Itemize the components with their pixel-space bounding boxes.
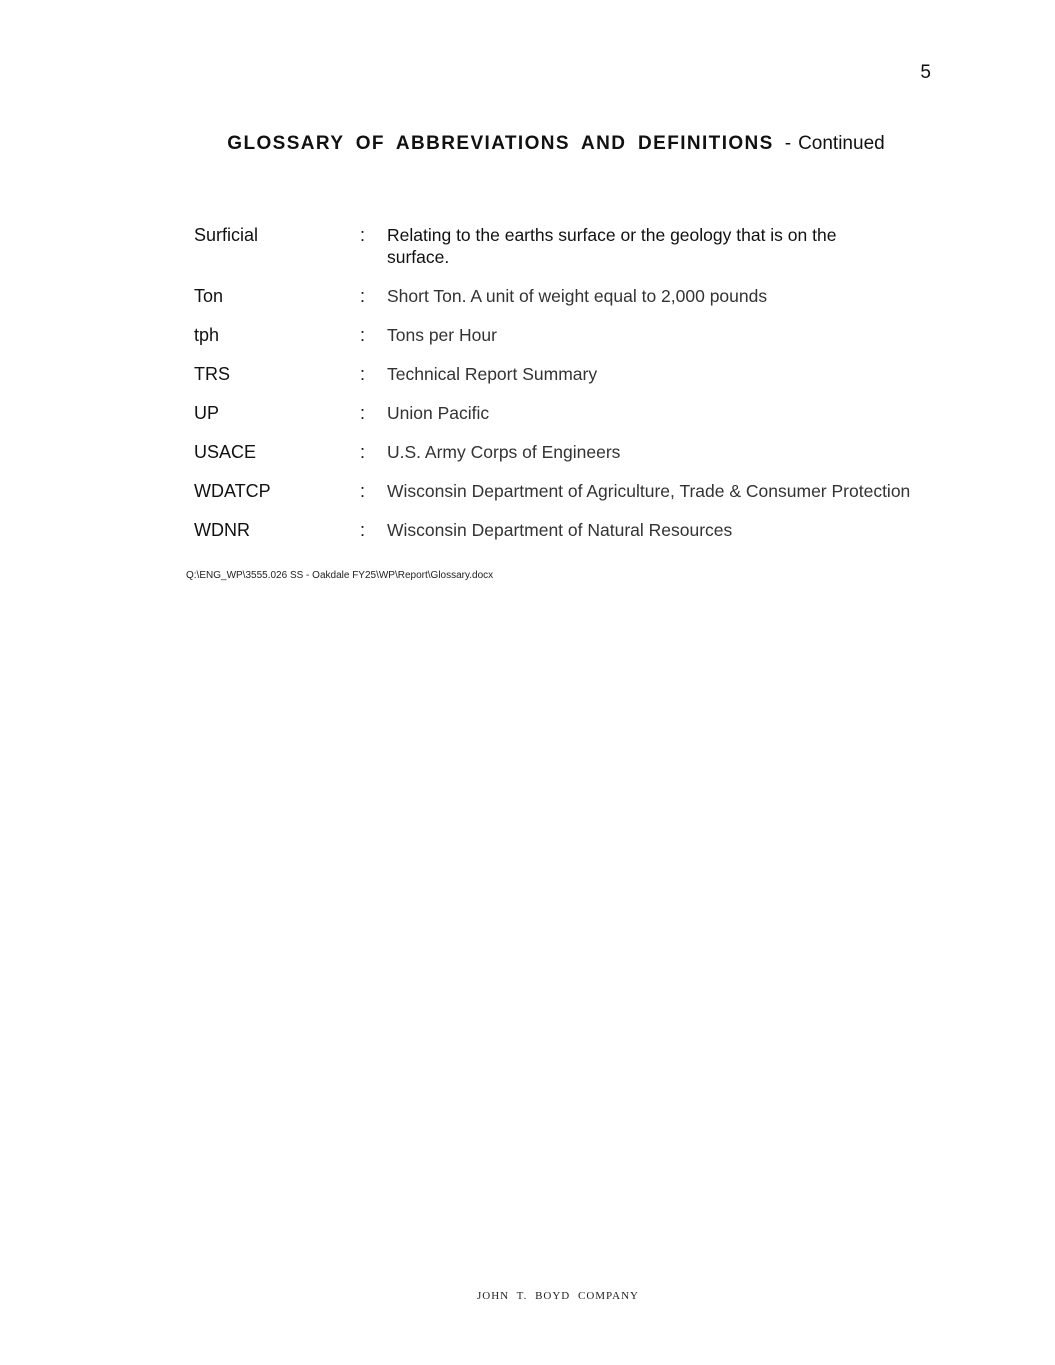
- footer-company-name: JOHN T. BOYD COMPANY: [477, 1290, 639, 1302]
- glossary-colon: :: [360, 520, 366, 540]
- glossary-colon: :: [360, 481, 366, 501]
- glossary-entry-usace: [194, 441, 954, 463]
- glossary-term: UP: [194, 403, 220, 423]
- glossary-entry-surficial: [194, 224, 954, 268]
- glossary-definition: Wisconsin Department of Natural Resources: [387, 520, 733, 540]
- glossary-definition: Union Pacific: [387, 403, 490, 423]
- glossary-entry-wdatcp: [194, 480, 954, 502]
- glossary-definition: Short Ton. A unit of weight equal to 2,000 pounds: [387, 286, 768, 306]
- glossary-term: Ton: [194, 286, 224, 306]
- glossary-entry-up: [194, 402, 954, 424]
- page-number: 5: [920, 62, 931, 83]
- glossary-entry-trs: [194, 363, 954, 385]
- glossary-term: Surficial: [194, 225, 259, 245]
- glossary-colon: :: [360, 442, 366, 462]
- glossary-colon: :: [360, 364, 366, 384]
- glossary-definition: U.S. Army Corps of Engineers: [387, 442, 621, 462]
- title-suffix: Continued: [798, 133, 885, 154]
- glossary-list: [194, 224, 954, 558]
- glossary-term: WDNR: [194, 520, 250, 540]
- glossary-colon: :: [360, 225, 366, 245]
- glossary-definition: Wisconsin Department of Agriculture, Trade & Consumer Protection: [387, 481, 911, 501]
- file-path: Q:\ENG_WP\3555.026 SS - Oakdale FY25\WP\Report\Glossary.docx: [186, 570, 494, 581]
- glossary-term: TRS: [194, 364, 230, 384]
- title-main: GLOSSARY OF ABBREVIATIONS AND DEFINITIONS: [227, 133, 774, 154]
- glossary-term: USACE: [194, 442, 257, 462]
- glossary-definition: Relating to the earths surface or the geology that is on the surface.: [387, 225, 837, 267]
- glossary-entry-wdnr: [194, 519, 954, 541]
- glossary-colon: :: [360, 286, 366, 306]
- glossary-term: tph: [194, 325, 220, 345]
- page-title: [0, 133, 1055, 155]
- glossary-entry-ton: [194, 285, 954, 307]
- glossary-definition: Technical Report Summary: [387, 364, 598, 384]
- title-separator: -: [784, 133, 792, 154]
- glossary-entry-tph: [194, 324, 954, 346]
- glossary-term: WDATCP: [194, 481, 271, 501]
- glossary-colon: :: [360, 325, 366, 345]
- glossary-colon: :: [360, 403, 366, 423]
- glossary-definition: Tons per Hour: [387, 325, 497, 345]
